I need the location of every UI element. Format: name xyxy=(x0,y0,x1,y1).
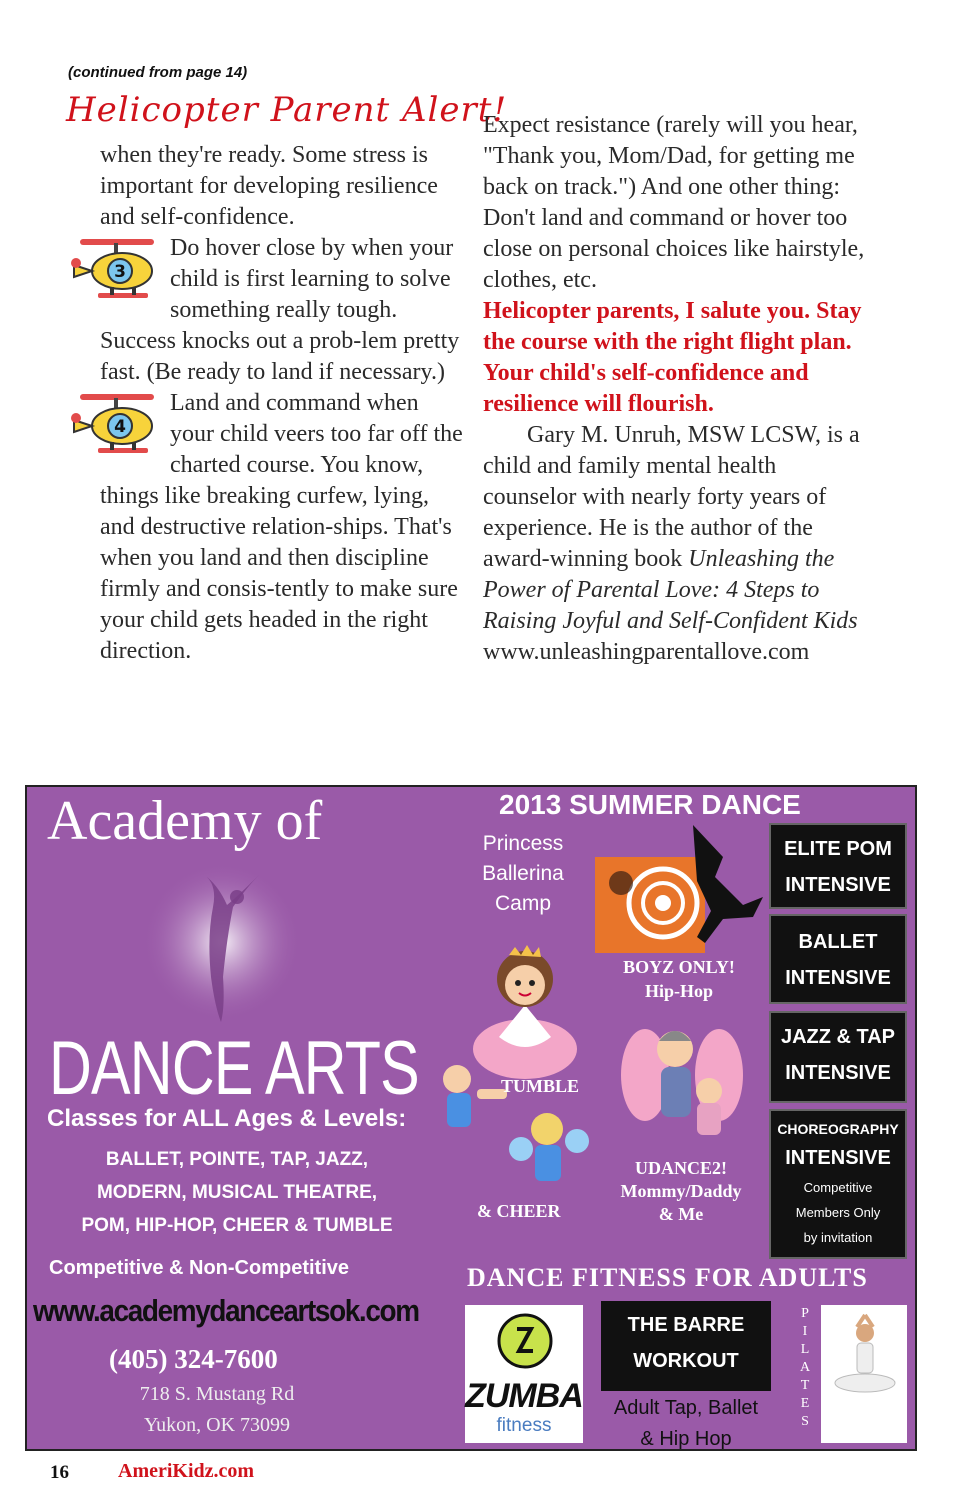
barre-line: THE BARRE xyxy=(627,1314,745,1336)
helicopter-icon xyxy=(70,235,162,307)
zumba-icon xyxy=(497,1311,553,1371)
intro-paragraph: when they're ready. Some stress is important for developing resilience and self-confidence. xyxy=(100,142,438,230)
tumble-label: TUMBLE xyxy=(501,1076,580,1096)
barre-workout-label xyxy=(601,1307,771,1379)
udance2-label xyxy=(611,1157,751,1226)
choreography-box xyxy=(769,1109,907,1259)
boyz-only-label xyxy=(613,955,745,1003)
dance-styles-list xyxy=(47,1143,427,1242)
academy-website-link[interactable]: www.academydanceartsok.com xyxy=(33,1293,419,1328)
hiphop-text: Hip-Hop xyxy=(644,981,714,1001)
ballet-intensive-box xyxy=(769,914,907,1004)
step-3-number: 3 xyxy=(114,262,126,282)
udance2-line: & Me xyxy=(658,1204,704,1224)
udance2-line: Mommy/Daddy xyxy=(620,1181,742,1201)
pilates-letter: T xyxy=(800,1378,810,1393)
pilates-letter: A xyxy=(799,1360,811,1375)
salute-paragraph: Helicopter parents, I salute you. Stay the course with the right flight plan. Your child's self-confidence and resilience will flourish. xyxy=(483,298,862,417)
barre-line: WORKOUT xyxy=(633,1350,739,1372)
box-line: INTENSIVE xyxy=(785,967,891,989)
styles-line: MODERN, MUSICAL THEATRE, xyxy=(96,1182,378,1203)
article-right-column xyxy=(483,110,873,668)
zumba-logo-text: ZUMBA xyxy=(465,1377,583,1415)
helicopter-icon xyxy=(70,390,162,462)
author-bio-text: Gary M. Unruh, MSW LCSW, is a child and family mental health counselor with nearly forty years of experience. He is the author of the award-winning book xyxy=(483,422,860,572)
yoga-label: Yoga xyxy=(835,1413,900,1443)
dancer-silhouette-image xyxy=(137,857,307,1027)
competitive-note: Competitive & Non-Competitive xyxy=(49,1257,350,1279)
pilates-letter: L xyxy=(800,1342,810,1357)
box-line: ELITE POM xyxy=(784,838,892,860)
step-4-paragraph xyxy=(100,388,465,667)
resistance-paragraph: Expect resistance (rarely will you hear, "Thank you, Mom/Dad, for getting me back on track.") And one other thing: Don't land and command or hover too close on personal choices like hairstyle, clothes, etc. xyxy=(483,112,865,293)
box-line: CHOREOGRAPHY xyxy=(777,1121,899,1137)
adult-line: & Hip Hop xyxy=(640,1428,732,1450)
step-4-text: Land and command when your child veers too far off the charted course. You know, things like breaking curfew, lying, and destructive relation-ships. That's when you land and then discipline firmly and consis-tently to make sure your child gets headed in the right direction. xyxy=(100,390,463,664)
box-line: INTENSIVE xyxy=(785,1062,891,1084)
step-3-paragraph xyxy=(100,233,465,388)
dance-academy-advertisement xyxy=(25,785,917,1451)
step-3-text: Do hover close by when your child is first learning to solve something really tough. Success knocks out a prob-lem pretty fast. (Be ready to land if necessary.) xyxy=(100,235,460,385)
dance-arts-title: DANCE ARTS xyxy=(49,1026,419,1111)
box-line: by invitation xyxy=(803,1230,873,1245)
author-website-link[interactable]: www.unleashingparentallove.com xyxy=(483,639,810,665)
box-line: BALLET xyxy=(798,931,878,953)
pilates-letter: S xyxy=(801,1414,809,1429)
continued-note: (continued from page 14) xyxy=(68,64,248,81)
footer-site-link[interactable]: AmeriKidz.com xyxy=(118,1460,255,1482)
academy-phone: (405) 324-7600 xyxy=(109,1344,278,1374)
academy-of-title: Academy of xyxy=(47,790,323,852)
tumble-cheer-illustration xyxy=(427,1049,607,1199)
elite-pom-box xyxy=(769,823,907,909)
yoga-figure-icon xyxy=(827,1311,903,1407)
author-bio xyxy=(483,420,873,668)
box-line: Members Only xyxy=(795,1205,881,1220)
box-line: Competitive xyxy=(803,1180,873,1195)
hiphop-dancer-image xyxy=(593,817,777,957)
summer-dance-title: 2013 SUMMER DANCE xyxy=(499,789,801,820)
styles-line: POM, HIP-HOP, CHEER & TUMBLE xyxy=(81,1215,393,1236)
pilates-letter: E xyxy=(800,1396,810,1411)
cheer-label: & CHEER xyxy=(477,1201,561,1221)
zumba-fitness-text: fitness xyxy=(496,1415,552,1436)
box-line: INTENSIVE xyxy=(785,1147,891,1169)
classes-heading: Classes for ALL Ages & Levels: xyxy=(47,1105,407,1132)
boyz-only-text: BOYZ ONLY! xyxy=(623,957,735,977)
article-left-column xyxy=(100,140,465,667)
academy-address xyxy=(117,1379,317,1441)
step-4-number: 4 xyxy=(114,417,126,437)
address-line: Yukon, OK 73099 xyxy=(143,1414,291,1436)
udance2-title: UDANCE2! xyxy=(635,1158,727,1178)
page-number: 16 xyxy=(50,1462,69,1483)
parent-child-dance-illustration xyxy=(617,1015,747,1155)
article-headline: Helicopter Parent Alert! xyxy=(66,90,508,130)
book-title: Unleashing the Power of Parental Love: 4 Steps to Raising Joyful and Self-Confident Kids xyxy=(483,546,858,634)
pilates-letter: P xyxy=(801,1306,809,1321)
pilates-vertical-label xyxy=(797,1305,813,1431)
dance-fitness-title: DANCE FITNESS FOR ADULTS xyxy=(467,1263,868,1292)
address-line: 718 S. Mustang Rd xyxy=(139,1383,295,1405)
box-line: JAZZ & TAP xyxy=(780,1026,896,1048)
jazz-tap-box xyxy=(769,1011,907,1103)
styles-line: BALLET, POINTE, TAP, JAZZ, xyxy=(105,1149,369,1170)
pilates-letter: I xyxy=(802,1324,808,1339)
princess-camp-label: Princess Ballerina Camp xyxy=(482,832,564,915)
adult-classes-label xyxy=(601,1393,771,1451)
box-line: INTENSIVE xyxy=(785,874,891,896)
adult-line: Adult Tap, Ballet xyxy=(613,1397,759,1419)
